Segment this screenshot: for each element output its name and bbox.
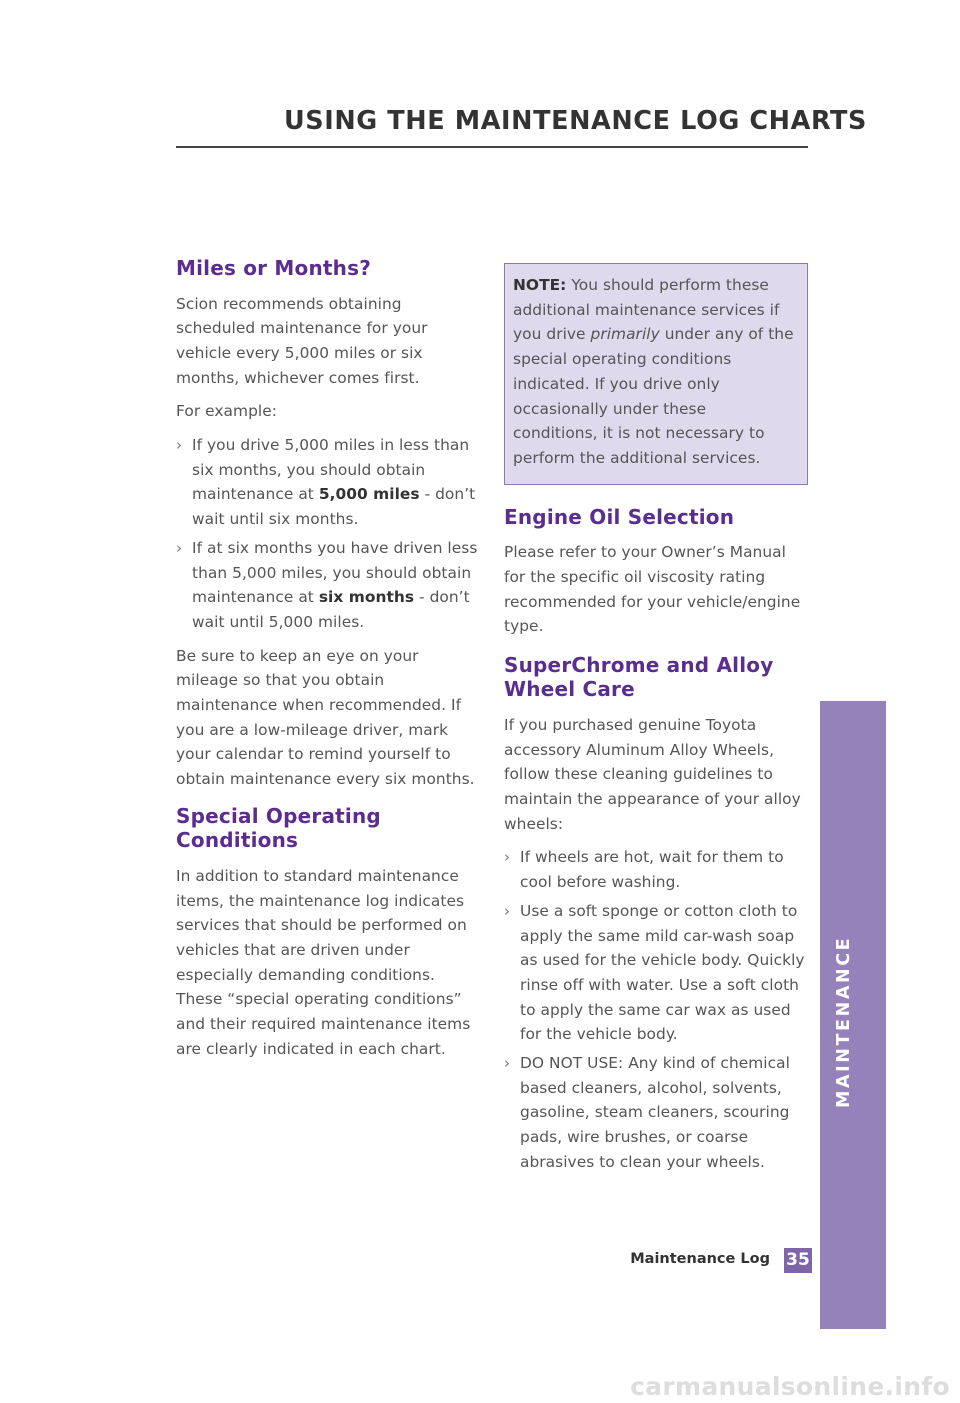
note-label: NOTE: (513, 276, 567, 294)
list-item (176, 433, 482, 532)
page-number-badge: 35 (784, 1248, 812, 1273)
list-item (504, 899, 808, 1047)
chevron-right-icon: › (504, 901, 511, 920)
right-column (504, 263, 808, 1184)
example-label: For example: (176, 402, 277, 421)
miles-heading: Miles or Months? (176, 256, 371, 280)
miles-bullet-list (176, 433, 482, 635)
watermark: carmanualsonline.info (630, 1372, 950, 1401)
bullet-text: - don’t wait until six months. (192, 485, 476, 529)
bullet-emphasis: six months (318, 588, 415, 607)
title-divider (176, 146, 808, 148)
chevron-right-icon: › (176, 436, 183, 455)
bullet-text: DO NOT USE: Any kind of chemical based cleaners, alcohol, solvents, gasoline, steam cleaners, scouring pads, wire brushes, or coarse abrasives to clean your wheels. (520, 1054, 790, 1171)
chevron-right-icon: › (504, 1054, 511, 1073)
left-column (176, 256, 482, 1070)
list-item (176, 536, 482, 635)
side-tab-label: MAINTENANCE (834, 935, 854, 1108)
wheel-intro: If you purchased genuine Toyota accessory Aluminum Alloy Wheels, follow these cleaning guidelines to maintain the appearance of your alloy wheels: (504, 715, 801, 833)
wheel-bullet-list (504, 845, 808, 1174)
bullet-emphasis: 5,000 miles (318, 485, 420, 504)
bullet-text: - don’t wait until 5,000 miles. (192, 588, 470, 631)
bullet-text: Use a soft sponge or cotton cloth to apply the same mild car-wash soap as used for the vehicle body. Quickly rinse off with water. Use a soft cloth to apply the same car wax as used for the vehicle body. (520, 901, 805, 1044)
list-item (504, 845, 808, 894)
bullet-text: If at six months you have driven less than 5,000 miles, you should obtain maintenance at (192, 538, 478, 607)
footer-section-label: Maintenance Log (630, 1251, 770, 1267)
bullet-text: If you drive 5,000 miles in less than six months, you should obtain maintenance at (192, 436, 470, 504)
note-text (513, 273, 795, 471)
miles-closing: Be sure to keep an eye on your mileage so that you obtain maintenance when recommended. If you are a low-mileage driver, mark your calendar to remind yourself to obtain maintenance every six months. (176, 646, 475, 789)
note-body: under any of the special operating conditions indicated. If you drive only occasionally under these conditions, it is not necessary to perform the additional services. (513, 325, 794, 467)
list-item (504, 1051, 808, 1175)
note-body: You should perform these additional maintenance services if you drive (513, 276, 780, 344)
special-heading: Special Operating Conditions (176, 803, 381, 853)
oil-body: Please refer to your Owner’s Manual for the specific oil viscosity rating recommended for your vehicle/engine type. (504, 543, 801, 636)
chevron-right-icon: › (504, 848, 511, 867)
chevron-right-icon: › (176, 538, 183, 557)
special-body: In addition to standard maintenance items, the maintenance log indicates services that should be performed on vehicles that are driven under especially demanding conditions. These “special operating conditions” and their required maintenance items are clearly indicated in each chart. (176, 866, 471, 1058)
note-emphasis: primarily (590, 325, 660, 344)
note-box (504, 263, 808, 485)
bullet-text: If wheels are hot, wait for them to cool before washing. (520, 848, 784, 892)
wheel-heading: SuperChrome and Alloy Wheel Care (504, 652, 774, 702)
oil-heading: Engine Oil Selection (504, 504, 735, 529)
miles-intro: Scion recommends obtaining scheduled maintenance for your vehicle every 5,000 miles or six months, whichever comes first. (176, 294, 428, 387)
page-title: USING THE MAINTENANCE LOG CHARTS (284, 106, 867, 136)
